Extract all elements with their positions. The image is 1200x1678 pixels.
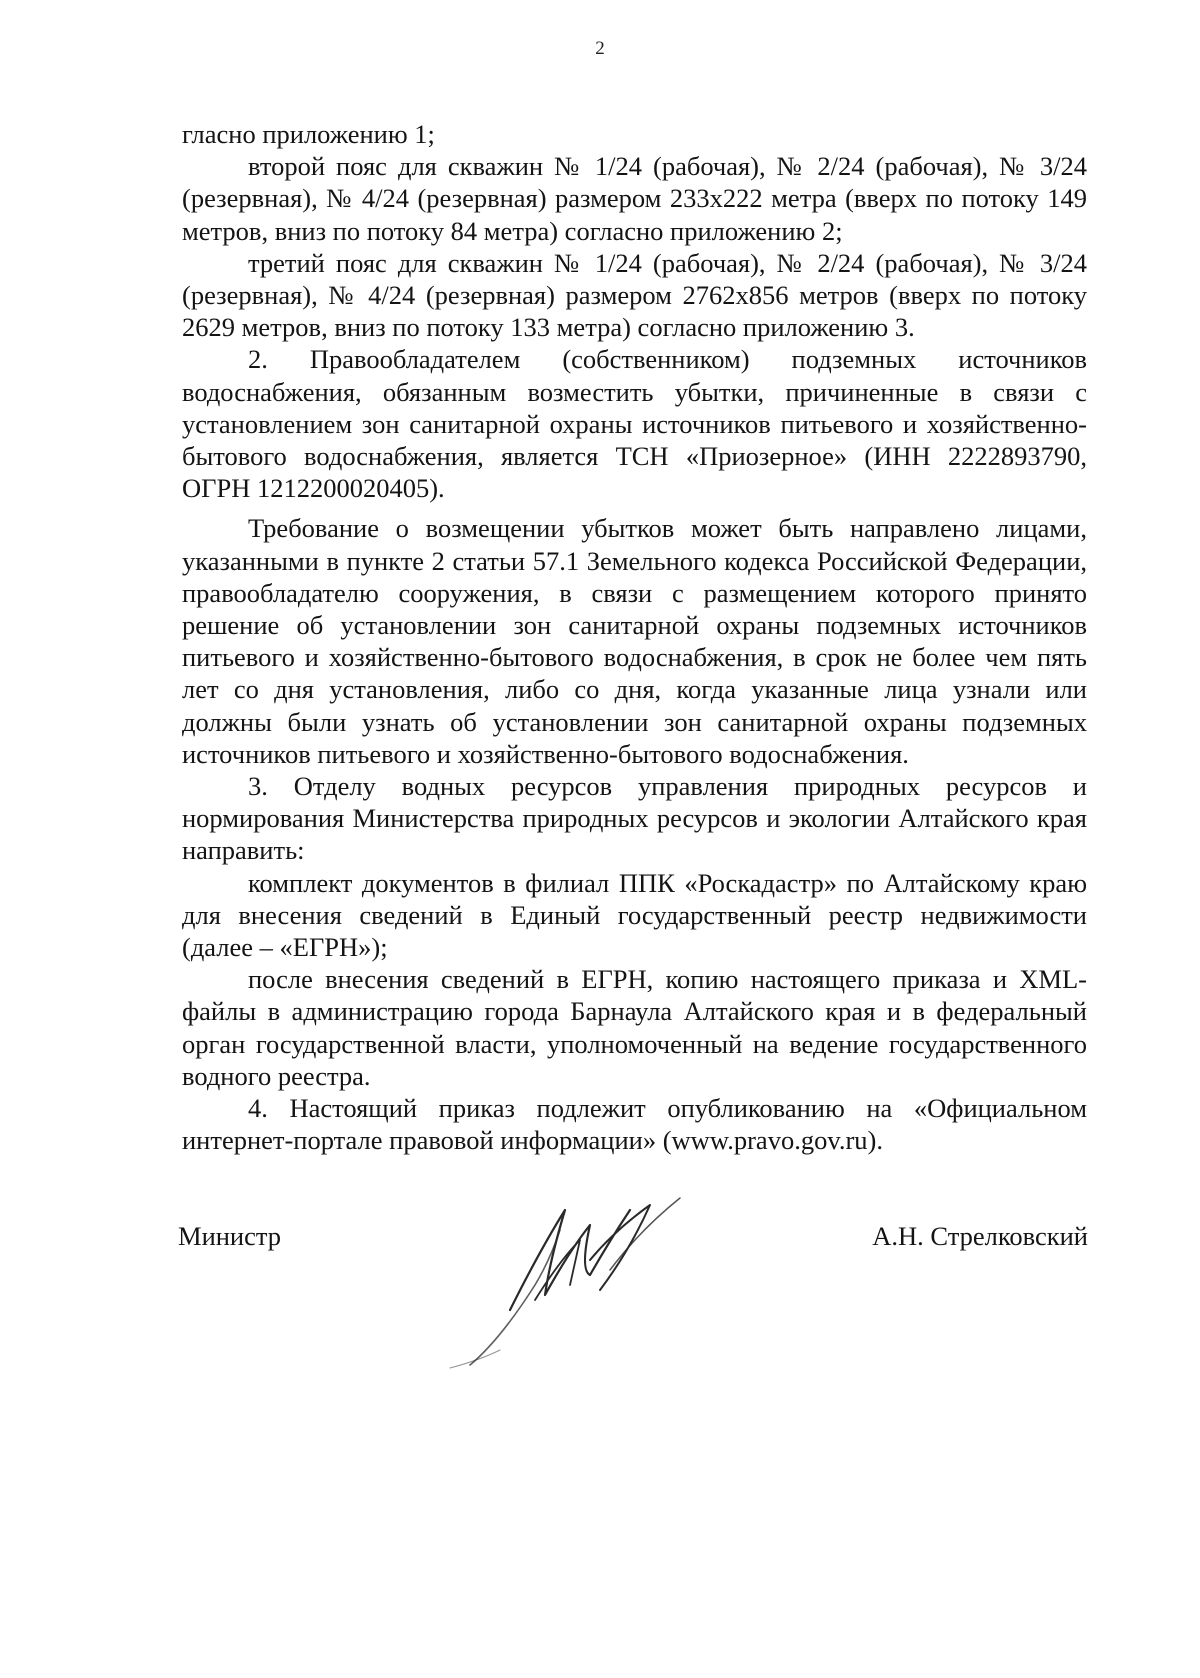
paragraph-1: гласно приложению 1; (182, 119, 435, 149)
paragraph-4: 2. Правообладателем (собственником) подземных источников водоснабжения, обязанным возместить убытки, причиненные в связи с установлением зон санитарной охраны источников питьевого и хозяйственно-бытового водоснабжения, является ТСН «Приозерное» (ИНН 2222893790, ОГРН 1212200020405). (182, 344, 1087, 504)
page-number: 2 (595, 38, 605, 59)
paragraph-8: после внесения сведений в ЕГРН, копию настоящего приказа и XML-файлы в администрацию города Барнаула Алтайского края и в федеральный орган государственной власти, уполномоченный на ведение государственного водного реестра. (182, 964, 1087, 1091)
signatory-name: А.Н. Стрелковский (872, 1221, 1088, 1251)
paragraph-6: 3. Отделу водных ресурсов управления природных ресурсов и нормирования Министерства природных ресурсов и экологии Алтайского края направить: (182, 771, 1087, 866)
paragraph-2: второй пояс для скважин № 1/24 (рабочая), № 2/24 (рабочая), № 3/24 (резервная), № 4/24 (резервная) размером 233х222 метра (вверх по потоку 149 метров, вниз по потоку 84 метра) согласно приложению 2; (182, 151, 1087, 246)
handwritten-signature (440, 1190, 740, 1370)
paragraph-7: комплект документов в филиал ППК «Роскадастр» по Алтайскому краю для внесения сведений в Единый государственный реестр недвижимости (далее – «ЕГРН»); (182, 867, 1087, 963)
signatory-role: Министр (178, 1221, 282, 1251)
document-body (182, 118, 1087, 1157)
paragraph-3: третий пояс для скважин № 1/24 (рабочая), № 2/24 (рабочая), № 3/24 (резервная), № 4/24 (резервная) размером 2762х856 метров (вверх по потоку 2629 метров, вниз по потоку 133 метра) согласно приложению 3. (182, 247, 1087, 343)
paragraph-9: 4. Настоящий приказ подлежит опубликованию на «Официальном интернет-портале правовой информации» (www.pravo.gov.ru). (182, 1093, 1087, 1156)
paragraph-5: Требование о возмещении убытков может быть направлено лицами, указанными в пункте 2 статьи 57.1 Земельного кодекса Российской Федерации, правообладателю сооружения, в связи с размещением которого принято решение об установлении зон санитарной охраны подземных источников питьевого и хозяйственно-бытового водоснабжения, в срок не более чем пять лет со дня установления, либо со дня, когда указанные лица узнали или должны были узнать об установлении зон санитарной охраны подземных источников питьевого и хозяйственно-бытового водоснабжения. (182, 513, 1087, 769)
